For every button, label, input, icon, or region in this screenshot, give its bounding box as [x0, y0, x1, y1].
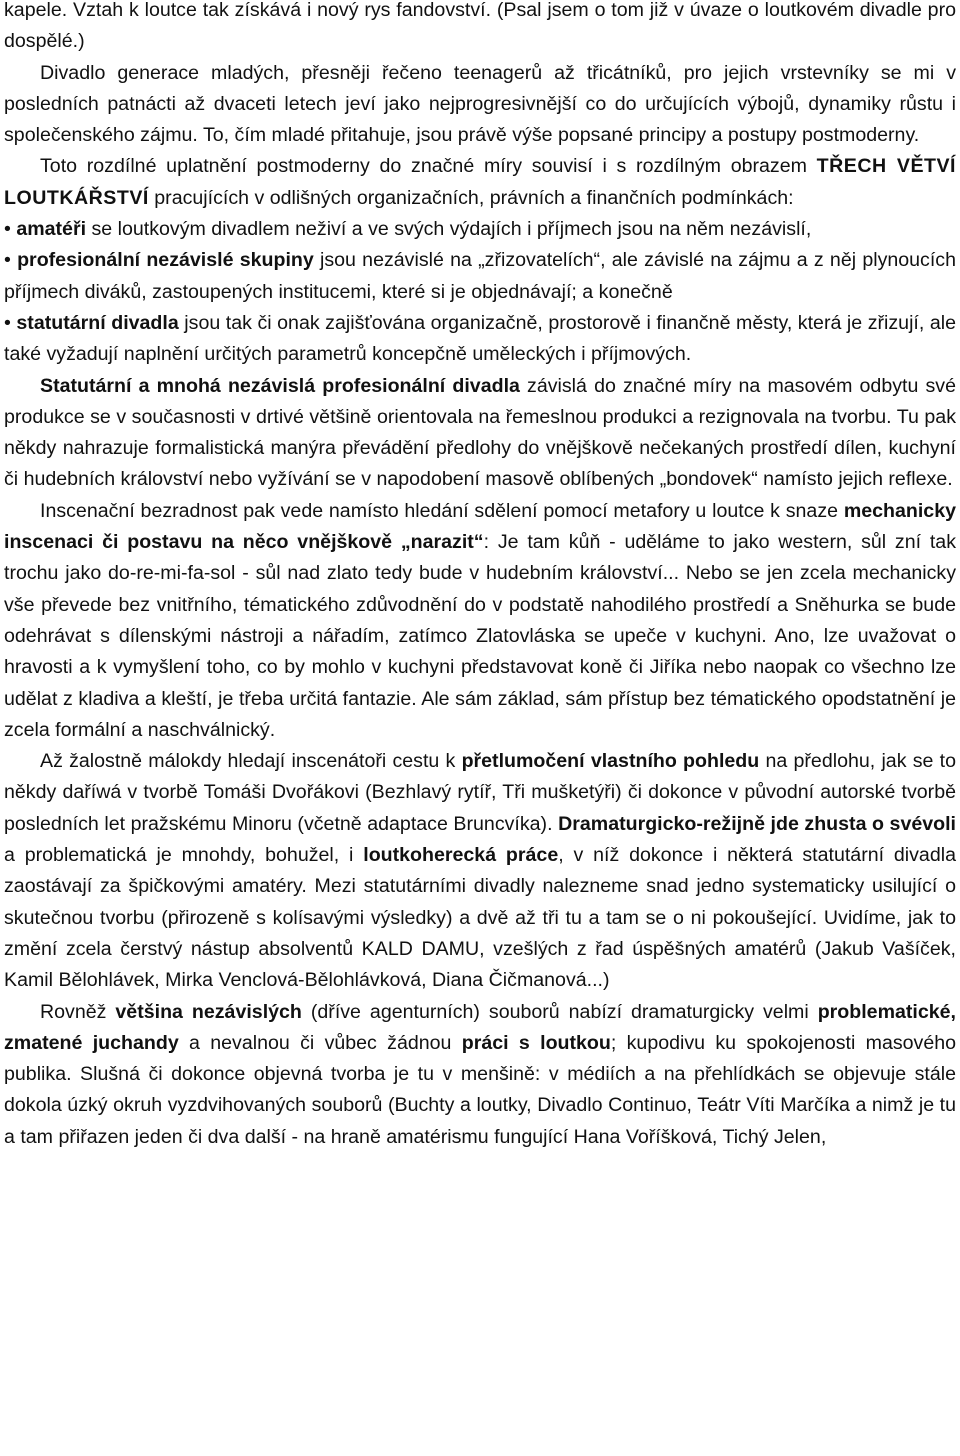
- emphasis-text: statutární divadla: [16, 311, 179, 334]
- body-text: (dříve agenturních) souborů nabízí dramaturgicky velmi: [301, 1000, 818, 1023]
- emphasis-text: práci s loutkou: [461, 1031, 611, 1054]
- emphasis-text: přetlumočení vlastního pohledu: [461, 750, 760, 773]
- body-text: Divadlo generace mladých, přesněji řečeno teenagerů až třicátníků, pro jejich vrstevníky se mi v posledních patnácti až dvaceti letech jeví jako nejprogresivnější co do určujících výbojů, dynamiky růstu i společenského zájmu. To, čím mladé přitahuje, jsou právě výše popsané principy a postupy postmoderny.: [4, 61, 956, 147]
- emphasis-text: profesionální nezávislé skupiny: [17, 249, 314, 272]
- body-text: Inscenační bezradnost pak vede namísto hledání sdělení pomocí metafory u loutce k snaze: [40, 499, 844, 522]
- emphasis-text: Dramaturgicko-režijně jde zhusta o svévoli: [558, 812, 956, 835]
- body-text: na předlohu, jak se to někdy daříwá v tvorbě Tomáši Dvořákovi (Bezhlavý rytíř, Tři mušketýři) či dokonce v původní autorské tvorbě posledních let pražskému Minoru (včetně adaptace Bruncvíka).: [4, 750, 956, 835]
- body-text: , v níž dokonce i některá statutární divadla zaostávají za špičkovými amatéry. Mezi statutárními divadly nalezneme snad jedno systematicky usilující o skutečnou tvorbu (přirozeně s kolísavými výsledky) a dvě až tři tu a tam se o ni pokoušející. Uvidíme, jak to změní zcela čerstvý nástup absolventů KALD DAMU, vzešlých z řad úspěšných amatérů (Jakub Vašíček, Kamil Bělohlávek, Mirka Venclová-Bělohlávková, Diana Čičmanová...): [4, 844, 956, 992]
- emphasis-text: loutkoherecká práce: [363, 844, 559, 867]
- body-text: a problematická je mnohdy, bohužel, i: [4, 844, 364, 867]
- emphasis-text: TŘECH VĚTVÍ LOUTKÁŘSTVÍ: [4, 155, 957, 209]
- body-text: kapele. Vztah k loutce tak získává i nový rys fandovství. (Psal jsem o tom již v úvaze o loutkovém divadle pro dospělé.): [4, 0, 956, 53]
- emphasis-text: problematické, zmatené juchandy: [4, 1000, 956, 1054]
- body-text: Rovněž: [40, 1000, 116, 1023]
- body-text: Až žalostně málokdy hledají inscenátoři cestu k: [40, 750, 462, 773]
- text-paragraph: [4, 58, 956, 152]
- emphasis-text: amatéři: [16, 218, 87, 241]
- text-paragraph: [4, 496, 956, 746]
- body-text: Toto rozdílné uplatnění postmoderny do značné míry souvisí i s rozdílným obrazem: [40, 155, 817, 178]
- text-paragraph: [4, 371, 956, 496]
- emphasis-text: mechanicky inscenaci či postavu na něco vnějškově „narazit“: [4, 499, 956, 554]
- body-text: se loutkovým divadlem neživí a ve svých výdajích i příjmech jsou na něm nezávislí,: [86, 218, 812, 241]
- body-text: závislá do značné míry na masovém odbytu své produkce se v současnosti v drtivé většině orientovala na řemeslnou produkci a rezignovala na tvorbu. Tu pak někdy nahrazuje formalistická manýra převádění předlohy do vnějškově nečekaných prostředí dílen, kuchyní či hudebních království nebo vyžívání se v napodobení masově oblíbených „bondovek“ namísto jejich reflexe.: [4, 374, 956, 491]
- emphasis-text: většina nezávislých: [115, 1000, 302, 1023]
- body-text: a nevalnou či vůbec žádnou: [178, 1031, 462, 1054]
- text-paragraph: [4, 746, 956, 996]
- body-text: ; kupodivu ku spokojenosti masového publika. Slušná či dokonce objevná tvorba je tu v menšině: v médiích a na přehlídkách se objevuje stále dokola úzký okruh vyzdvihovaných souborů (Buchty a loutky, Divadlo Continuo, Teátr Víti Marčíka a nimž je tu a tam přiřazen jeden či dva další - na hraně amatérismu fungující Hana Voříšková, Tichý Jelen,: [4, 1031, 957, 1148]
- body-text: pracujících v odlišných organizačních, právních a finančních podmínkách:: [148, 186, 794, 209]
- bullet-paragraph: [4, 214, 956, 245]
- text-paragraph: [4, 151, 956, 214]
- body-text: jsou tak či onak zajišťována organizačně, prostorově i finančně městy, která je zřizují, ale také vyžadují naplnění určitých parametrů koncepčně uměleckých i příjmových.: [4, 311, 956, 366]
- text-paragraph: [4, 997, 956, 1153]
- body-text: jsou nezávislé na „zřizovatelích“, ale závislé na zájmu a z něj plynoucích příjmech diváků, zastoupených institucemi, které si je objednávají; a konečně: [4, 249, 956, 303]
- body-text: : Je tam kůň - uděláme to jako western, sůl zní tak trochu jako do-re-mi-fa-sol - sůl nad zlato tedy bude v hudebním království... Nebo se jen zcela mechanicky vše převede bez vnitřního, tématického zdůvodnění do v podstatě nahodilého prostředí a Sněhurka se bude odehrávat s dílenskými nástroji a nářadím, zatímco Zlatovláska se upeče v kuchyni. Ano, lze uvažovat o hravosti a k vymyšlení toho, co by mohlo v kuchyni představovat koně či Jiříka nebo naopak co všechno lze udělat z kladiva a kleští, je třeba určitá fantazie. Ale sám základ, sám přístup bez tématického opodstatnění je zcela formální a naschválnický.: [4, 531, 956, 741]
- bullet-paragraph: [4, 245, 956, 308]
- emphasis-text: Statutární a mnohá nezávislá profesionální divadla: [40, 374, 520, 397]
- text-paragraph: [4, 0, 956, 58]
- bullet-paragraph: [4, 308, 956, 371]
